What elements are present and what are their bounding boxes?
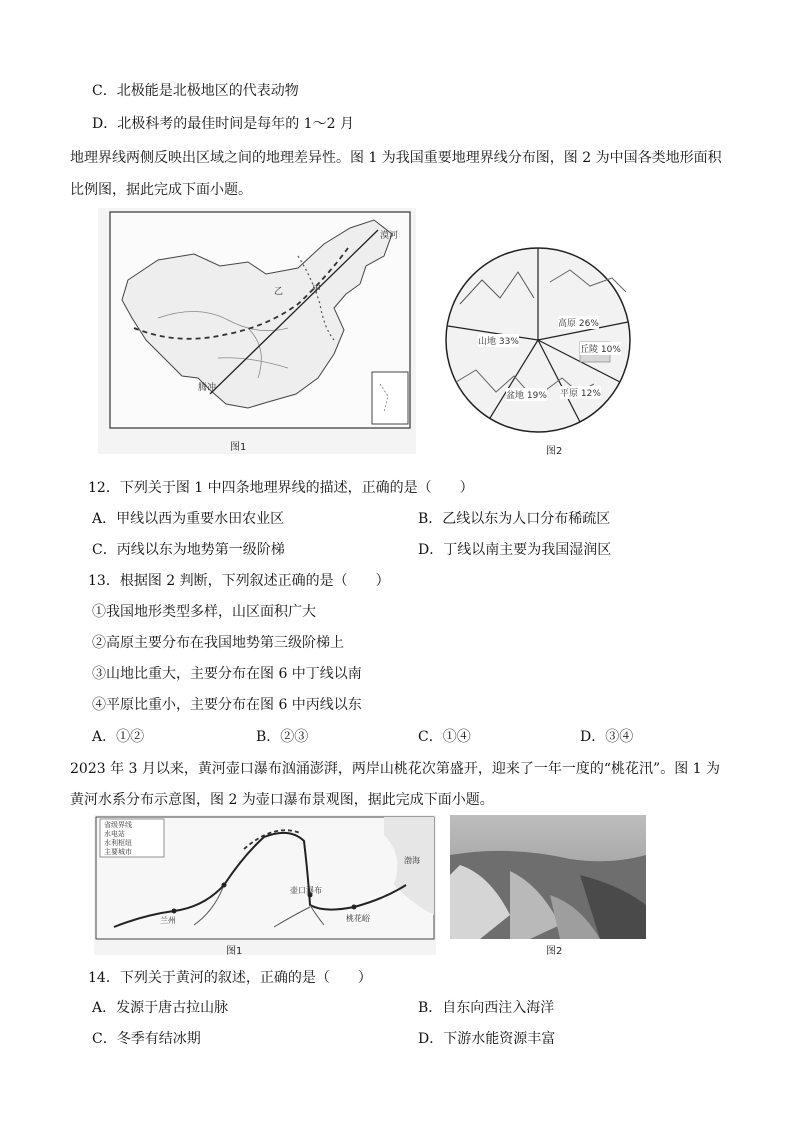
label-taohuayu: 桃花峪 <box>346 914 370 923</box>
figure-3-yellow-river-map <box>94 815 436 955</box>
slice-label-hills: 丘陵 10% <box>580 342 621 355</box>
label-yi: 乙 <box>274 287 284 297</box>
q13-option-d[interactable]: D．③④ <box>580 729 634 745</box>
q14-option-b[interactable]: B．自东向西注入海洋 <box>418 1000 555 1016</box>
label-tengchong: 腾冲 <box>198 383 217 393</box>
yellow-river-svg <box>94 815 436 941</box>
q12-option-c[interactable]: C．丙线以东为地势第一级阶梯 <box>92 542 285 558</box>
terrain-pie-svg <box>430 242 646 438</box>
legend-item-1: 省级界线 <box>104 821 132 829</box>
slice-label-basin: 盆地 19% <box>506 388 547 401</box>
q13-option-a[interactable]: A．①② <box>92 729 145 745</box>
q14-option-d[interactable]: D．下游水能资源丰富 <box>418 1031 556 1047</box>
q13-statement-2: ②高原主要分布在我国地势第三级阶梯上 <box>92 635 344 651</box>
q12-option-b[interactable]: B．乙线以东为人口分布稀疏区 <box>418 511 611 527</box>
q12-option-a[interactable]: A．甲线以西为重要水田农业区 <box>92 511 285 527</box>
prev-option-c: C．北极能是北极地区的代表动物 <box>92 83 299 99</box>
label-bohai: 渤海 <box>404 856 420 865</box>
q13-stem: 13．根据图 2 判断，下列叙述正确的是（ ） <box>88 573 390 589</box>
figure-3-caption: 图1 <box>226 946 243 955</box>
intro-paragraph-2-line1: 2023 年 3 月以来，黄河壶口瀑布汹涌澎湃，两岸山桃花次第盛开，迎来了一年一度的“桃花汛”。图 1 为 <box>70 761 721 777</box>
figure-2-terrain-pie <box>430 242 646 456</box>
q13-statement-4: ④平原比重小，主要分布在图 6 中丙线以东 <box>92 697 362 713</box>
q13-statement-1: ①我国地形类型多样，山区面积广大 <box>92 604 316 620</box>
slice-label-plateau: 高原 26% <box>558 316 599 329</box>
q13-option-b[interactable]: B．②③ <box>256 729 309 745</box>
legend-item-3: 水利枢纽 <box>104 839 132 847</box>
q14-stem: 14．下列关于黄河的叙述，正确的是（ ） <box>88 970 372 986</box>
q13-option-c[interactable]: C．①④ <box>418 729 471 745</box>
prev-option-d: D．北极科考的最佳时间是每年的 1～2 月 <box>92 116 354 132</box>
intro-paragraph-1-line1: 地理界线两侧反映出区域之间的地理差异性。图 1 为我国重要地理界线分布图，图 2 为中国各类地形面积 <box>70 150 722 166</box>
figure-1-boundary-map <box>98 208 416 454</box>
label-mohe: 漠河 <box>380 231 399 241</box>
q12-option-d[interactable]: D．丁线以南主要为我国湿润区 <box>418 542 612 558</box>
figure-2-caption: 图2 <box>546 446 563 456</box>
intro-paragraph-1-line2: 比例图，据此完成下面小题。 <box>70 182 252 198</box>
figure-4-waterfall-photo <box>450 815 646 955</box>
intro-paragraph-2-line2: 黄河水系分布示意图，图 2 为壶口瀑布景观图，据此完成下面小题。 <box>70 792 494 808</box>
label-hukou: 壶口瀑布 <box>290 886 322 895</box>
figure-1-caption: 图1 <box>230 442 247 453</box>
legend <box>104 821 132 857</box>
slice-label-plain: 平原 12% <box>560 386 601 399</box>
q14-option-c[interactable]: C．冬季有结冰期 <box>92 1031 201 1047</box>
legend-item-4: 主要城市 <box>104 848 132 856</box>
q13-statement-3: ③山地比重大，主要分布在图 6 中丁线以南 <box>92 666 362 682</box>
slice-label-mountain: 山地 33% <box>478 334 519 347</box>
waterfall-photo-svg <box>450 815 646 939</box>
label-lanzhou: 兰州 <box>160 916 176 925</box>
q12-stem: 12．下列关于图 1 中四条地理界线的描述，正确的是（ ） <box>88 480 474 496</box>
figure-4-caption: 图2 <box>546 946 563 955</box>
legend-item-2: 水电站 <box>104 830 125 838</box>
q14-option-a[interactable]: A．发源于唐古拉山脉 <box>92 1000 229 1016</box>
boundary-map-svg <box>98 208 416 454</box>
label-jia: 甲 <box>312 285 322 295</box>
